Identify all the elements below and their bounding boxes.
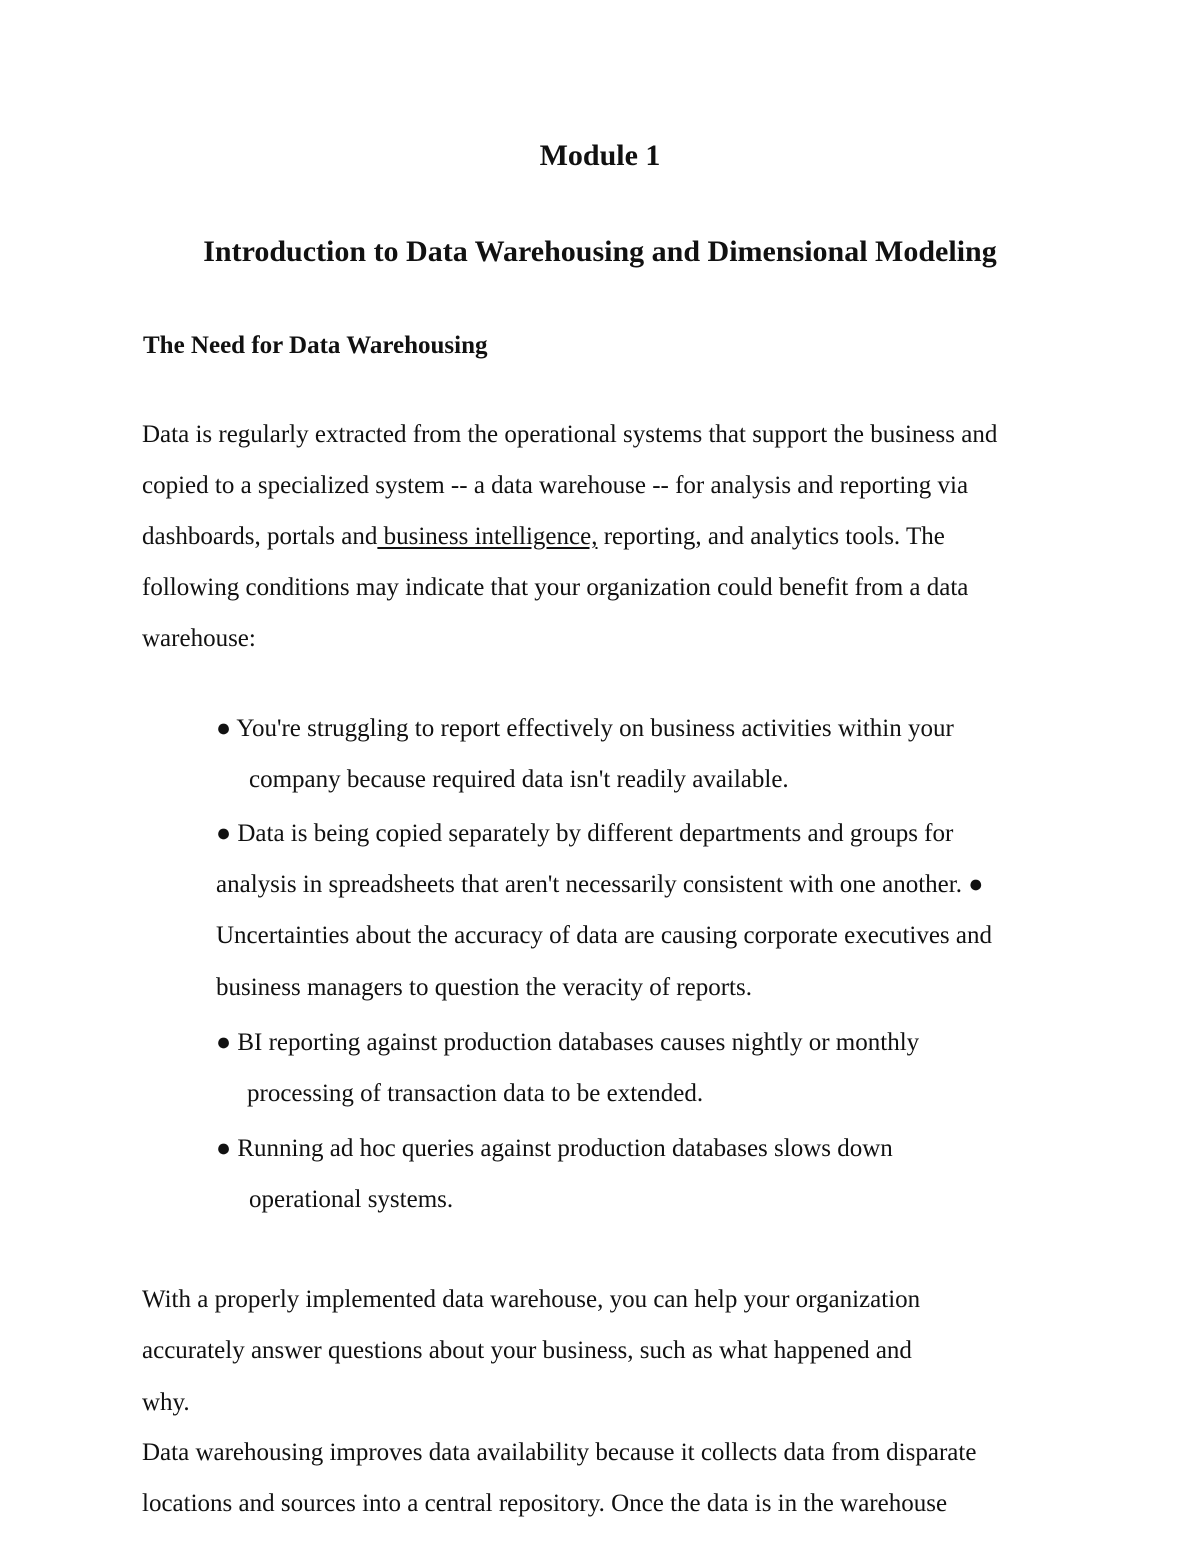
paragraph-line: following conditions may indicate that your organization could benefit from a data (142, 574, 969, 601)
paragraph-line (142, 522, 945, 552)
paragraph-line: With a properly implemented data warehouse, you can help your organization (142, 1286, 921, 1313)
bullet-item: ● BI reporting against production databases causes nightly or monthly (216, 1029, 920, 1056)
bullet-item-continuation: analysis in spreadsheets that aren't necessarily consistent with one another. ● (216, 871, 984, 898)
section-heading: The Need for Data Warehousing (143, 332, 488, 359)
paragraph-line: why. (142, 1389, 190, 1416)
bullet-item: ● Running ad hoc queries against production databases slows down (216, 1135, 893, 1162)
bullet-item-continuation: operational systems. (249, 1186, 454, 1213)
bullet-item-continuation: business managers to question the veracity of reports. (216, 974, 752, 1001)
paragraph-text: reporting, and analytics tools. The (597, 523, 945, 550)
page-title: Introduction to Data Warehousing and Dimensional Modeling (203, 235, 997, 268)
paragraph-text: dashboards, portals and (142, 523, 378, 550)
module-title: Module 1 (539, 139, 661, 172)
paragraph-line: accurately answer questions about your business, such as what happened and (142, 1337, 912, 1364)
paragraph-line: warehouse: (142, 625, 256, 652)
bullet-item-continuation: Uncertainties about the accuracy of data are causing corporate executives and (216, 922, 993, 949)
paragraph-line: Data warehousing improves data availability because it collects data from disparate (142, 1439, 977, 1466)
bullet-item: ● You're struggling to report effectively on business activities within your (216, 715, 954, 742)
bullet-item: ● Data is being copied separately by different departments and groups for (216, 820, 954, 847)
business-intelligence-link[interactable]: business intelligence, (377, 523, 598, 550)
bullet-item-continuation: processing of transaction data to be extended. (247, 1080, 704, 1107)
bullet-item-continuation: company because required data isn't readily available. (249, 766, 789, 793)
paragraph-line: locations and sources into a central repository. Once the data is in the warehouse (142, 1490, 948, 1517)
paragraph-line: Data is regularly extracted from the operational systems that support the business and (142, 421, 998, 448)
paragraph-line: copied to a specialized system -- a data warehouse -- for analysis and reporting via (142, 472, 969, 499)
